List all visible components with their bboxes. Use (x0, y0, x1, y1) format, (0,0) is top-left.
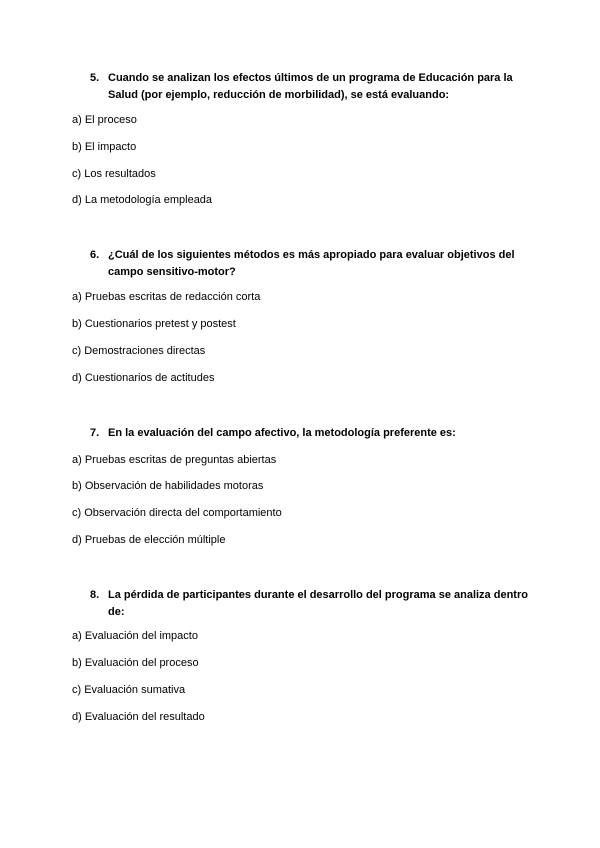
answer-option: b) Evaluación del proceso (72, 657, 199, 669)
question-8 (0, 587, 600, 621)
question-6 (0, 247, 600, 281)
answer-option: c) Demostraciones directas (72, 345, 206, 357)
question-text: En la evaluación del campo afectivo, la metodología preferente es: (108, 427, 456, 439)
question-number: 7. (90, 427, 100, 439)
question-heading (0, 70, 528, 104)
question-number: 6. (90, 249, 100, 261)
question-heading (0, 587, 528, 621)
question-7 (0, 425, 600, 442)
question-5 (0, 70, 600, 104)
answer-option: d) La metodología empleada (72, 194, 213, 206)
question-text: ¿Cuál de los siguientes métodos es más apropiado para evaluar objetivos del campo sensitivo-motor? (108, 249, 515, 278)
answer-option: a) Pruebas escritas de preguntas abiertas (72, 454, 277, 466)
answer-option: d) Cuestionarios de actitudes (72, 372, 215, 384)
answer-option: c) Observación directa del comportamiento (72, 507, 282, 519)
answer-option: a) Pruebas escritas de redacción corta (72, 291, 261, 303)
question-number: 5. (90, 72, 100, 84)
question-heading (0, 247, 528, 281)
question-number: 8. (90, 589, 100, 601)
answer-option: a) Evaluación del impacto (72, 630, 198, 642)
answer-option: d) Evaluación del resultado (72, 711, 205, 723)
question-heading (0, 425, 528, 442)
answer-option: d) Pruebas de elección múltiple (72, 534, 226, 546)
answer-option: b) Observación de habilidades motoras (72, 480, 264, 492)
answer-option: b) El impacto (72, 141, 137, 153)
answer-option: c) Evaluación sumativa (72, 684, 186, 696)
question-text: La pérdida de participantes durante el desarrollo del programa se analiza dentro de: (108, 589, 528, 618)
answer-option: b) Cuestionarios pretest y postest (72, 318, 236, 330)
answer-option: a) El proceso (72, 114, 137, 126)
question-text: Cuando se analizan los efectos últimos de un programa de Educación para la Salud (por ejemplo, reducción de morbilidad), se está evaluando: (108, 72, 513, 101)
answer-option: c) Los resultados (72, 168, 156, 180)
